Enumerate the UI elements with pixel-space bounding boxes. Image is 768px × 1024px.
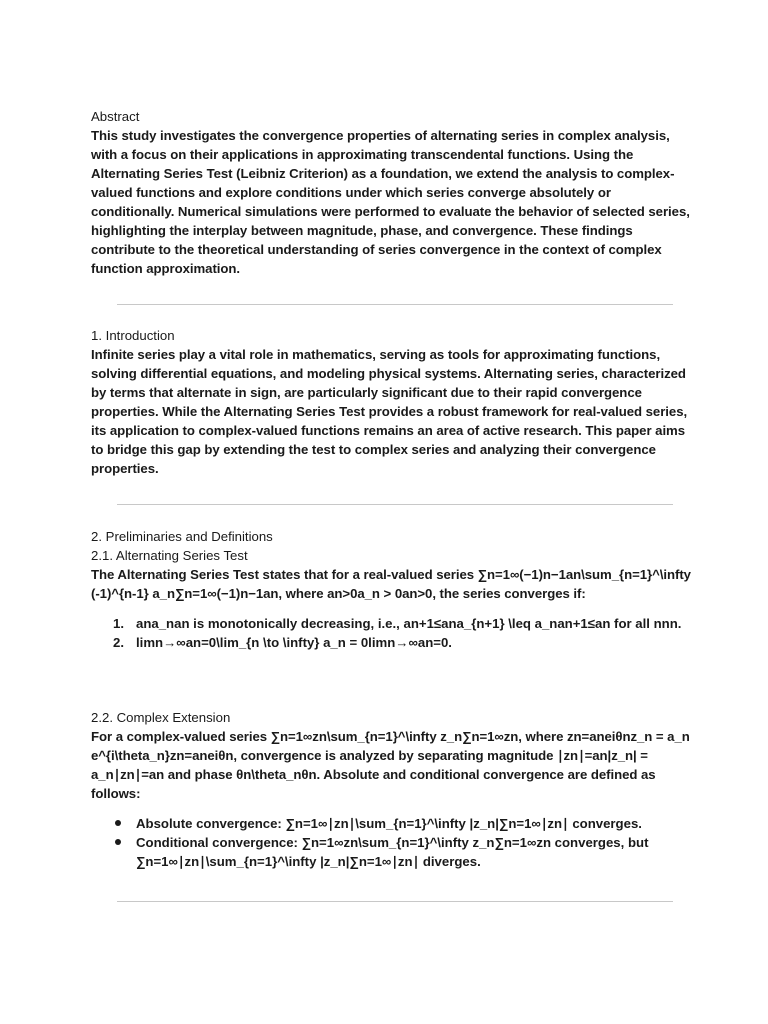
introduction-text: Infinite series play a vital role in mathematics, serving as tools for approximating functions, solving differential equations, and modeling physical systems. Alternating series, characterized by terms that alternate in sign, are particularly significant due to their rapid convergence properties. While the Alternating Series Test provides a robust framework for real-valued series, its application to complex-valued functions remains an area of active research. This paper aims to bridge this gap by extending the test to complex series and analyzing their convergence properties. [91,347,688,476]
list-item [91,633,691,652]
alternating-series-test-subtitle: 2.1. Alternating Series Test [91,548,248,563]
list-number: 1. [113,616,124,631]
list-item [91,833,691,871]
preliminaries-title: 2. Preliminaries and Definitions [91,529,273,544]
section-divider [117,504,673,505]
alternating-series-test-text: The Alternating Series Test states that for a real-valued series ∑n=1∞(−1)n−1an\sum_{n=1}^\infty (-1)^{n-1} a_n∑n=1∞(−1)n−1an, where an>0a_n > 0an>0, the series converges if: [91,567,691,601]
list-item [91,814,691,833]
complex-extension-title: 2.2. Complex Extension [91,710,231,725]
bullet-icon [115,820,121,826]
list-item [91,614,691,633]
abstract-title: Abstract [91,109,140,124]
complex-extension-text: For a complex-valued series ∑n=1∞zn\sum_{n=1}^\infty z_n∑n=1∞zn, where zn=aneiθnz_n = a_n e^{i\theta_n}zn=aneiθn, convergence is analyzed by separating magnitude ∣zn∣=an|z_n| = a_n∣zn∣=an and phase θn\theta_nθn. Absolute and conditional convergence are defined as follows: [91,729,690,801]
convergence-definitions-list [91,814,691,871]
bullet-icon [115,839,121,845]
preliminaries-section [91,527,691,652]
section-divider [117,304,673,305]
definition-text: Absolute convergence: ∑n=1∞∣zn∣\sum_{n=1}^\infty |z_n|∑n=1∞∣zn∣ converges. [136,816,642,831]
introduction-section [91,326,691,478]
list-number: 2. [113,635,124,650]
abstract-section [91,107,691,278]
abstract-text: This study investigates the convergence properties of alternating series in complex analysis, with a focus on their applications in approximating transcendental functions. Using the Alternating Series Test (Leibniz Criterion) as a foundation, we extend the analysis to complex-valued functions and explore conditions under which series converge absolutely or conditionally. Numerical simulations were performed to evaluate the behavior of selected series, highlighting the interplay between magnitude, phase, and convergence. These findings contribute to the theoretical understanding of series convergence in the context of complex function approximation. [91,128,690,276]
introduction-title: 1. Introduction [91,328,175,343]
condition-text: limn→∞an=0\lim_{n \to \infty} a_n = 0limn→∞an=0. [136,635,452,650]
section-divider [117,901,673,902]
convergence-conditions-list [91,614,691,652]
definition-text: Conditional convergence: ∑n=1∞zn\sum_{n=1}^\infty z_n∑n=1∞zn converges, but ∑n=1∞∣zn∣\sum_{n=1}^\infty |z_n|∑n=1∞∣zn∣ diverges. [136,835,649,869]
condition-text: ana_nan is monotonically decreasing, i.e., an+1≤ana_{n+1} \leq a_nan+1≤an for all nnn. [136,616,682,631]
complex-extension-section [91,708,691,871]
